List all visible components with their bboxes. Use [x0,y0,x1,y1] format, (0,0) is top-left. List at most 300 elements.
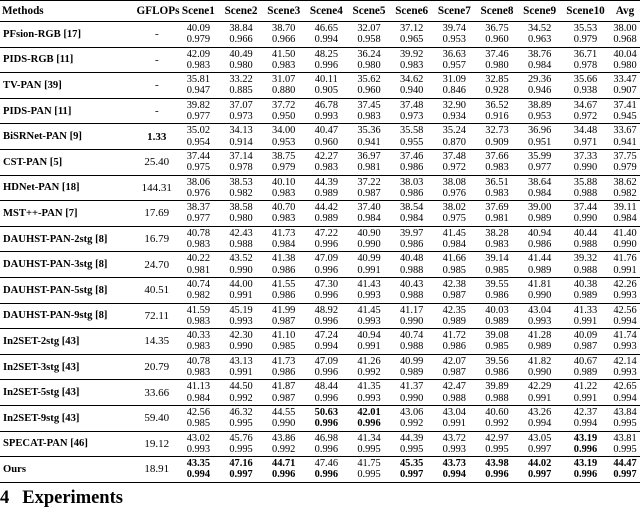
metric-cell [390,354,433,380]
ssim-value: 0.993 [527,315,552,327]
psnr-value: 44.39 [399,432,424,444]
metric-cell [220,47,263,73]
metric-cell [518,226,561,252]
psnr-value: 42.43 [229,227,253,239]
gflops-cell: 25.40 [137,149,178,175]
metric-cell [390,405,433,431]
ssim-value: 0.996 [314,264,339,276]
ssim-value: 0.988 [442,392,467,404]
psnr-value: 47.09 [314,253,339,265]
gflops-cell: 20.79 [137,354,178,380]
metric-cell [177,73,220,99]
psnr-value: 36.97 [357,151,381,163]
psnr-value: 37.40 [357,202,381,214]
metric-cell [262,252,305,278]
metric-cell [262,201,305,227]
ssim-value: 0.905 [314,85,339,97]
metric-cell [518,405,561,431]
psnr-value: 44.71 [272,458,296,470]
ssim-value: 0.907 [613,85,637,97]
metric-cell [220,252,263,278]
metric-cell [561,354,610,380]
ssim-value: 0.979 [272,162,296,174]
psnr-value: 41.73 [272,227,296,239]
table-row [0,431,640,457]
ssim-value: 0.976 [186,187,211,199]
metric-cell [262,175,305,201]
metric-cell [476,175,519,201]
ssim-value: 0.940 [399,85,424,97]
ssim-value: 0.983 [357,111,381,123]
psnr-value: 42.27 [314,151,339,163]
metric-cell [305,226,348,252]
column-header: Scene10 [561,1,610,22]
metric-cell [518,457,561,483]
psnr-value: 42.30 [229,330,253,342]
metric-cell [348,22,391,48]
metric-cell [561,277,610,303]
ssim-value: 0.988 [399,341,424,353]
metric-cell [610,98,640,124]
ssim-value: 0.987 [357,187,381,199]
metric-cell [433,457,476,483]
ssim-value: 0.870 [442,136,467,148]
ssim-value: 0.993 [613,341,637,353]
psnr-value: 34.00 [272,125,296,137]
ssim-value: 0.995 [613,418,637,430]
psnr-value: 43.98 [485,458,509,470]
ssim-value: 0.993 [357,290,381,302]
ssim-value: 0.996 [314,392,339,404]
ssim-value: 0.981 [357,162,381,174]
psnr-value: 40.70 [272,202,296,214]
ssim-value: 0.996 [485,469,509,481]
ssim-value: 0.991 [229,290,253,302]
ssim-value: 0.978 [573,59,598,71]
ssim-value: 0.993 [314,111,339,123]
metric-cell [220,329,263,355]
table-row [0,124,640,150]
psnr-value: 41.99 [272,304,296,316]
ssim-value: 0.985 [485,264,509,276]
ssim-value: 0.975 [186,162,211,174]
ssim-value: 0.996 [314,315,339,327]
ssim-value: 0.979 [573,34,598,46]
ssim-value: 0.945 [613,111,637,123]
psnr-value: 41.10 [272,330,296,342]
metric-cell [433,380,476,406]
psnr-value: 41.74 [613,330,637,342]
metric-cell [561,201,610,227]
metric-cell [305,252,348,278]
ssim-value: 0.993 [357,392,381,404]
gflops-cell: 59.40 [137,405,178,431]
table-row [0,73,640,99]
metric-cell [305,201,348,227]
ssim-value: 0.990 [229,341,253,353]
metric-cell [262,98,305,124]
method-cell: DAUHST-PAN-3stg [8] [0,252,137,278]
ssim-value: 0.975 [442,213,467,225]
psnr-value: 45.35 [399,458,424,470]
table-row [0,277,640,303]
ssim-value: 0.960 [314,136,339,148]
ssim-value: 0.996 [357,418,381,430]
gflops-cell: 16.79 [137,226,178,252]
psnr-value: 37.46 [399,151,424,163]
ssim-value: 0.986 [272,367,296,379]
ssim-value: 0.990 [399,315,424,327]
psnr-value: 42.09 [186,48,211,60]
psnr-value: 39.92 [399,48,424,60]
ssim-value: 0.973 [399,111,424,123]
metric-cell [610,47,640,73]
metric-cell [518,431,561,457]
metric-cell [177,226,220,252]
method-cell: BiSRNet-PAN [9] [0,124,137,150]
ssim-value: 0.988 [229,239,253,251]
metric-cell [262,354,305,380]
psnr-value: 43.02 [186,432,211,444]
metric-cell [476,405,519,431]
psnr-value: 37.48 [399,99,424,111]
ssim-value: 0.983 [485,239,509,251]
gflops-cell: 1.33 [137,124,178,150]
ssim-value: 0.992 [485,418,509,430]
psnr-value: 41.38 [272,253,296,265]
psnr-value: 46.32 [229,407,253,418]
metric-cell [305,175,348,201]
psnr-value: 37.14 [229,151,253,163]
psnr-value: 42.65 [613,381,637,393]
ssim-value: 0.992 [272,443,296,455]
psnr-value: 34.48 [573,125,598,137]
metric-cell [518,47,561,73]
metric-cell [433,47,476,73]
psnr-value: 43.04 [527,304,552,316]
ssim-value: 0.946 [527,85,552,97]
psnr-value: 47.46 [314,458,339,470]
metric-cell [177,201,220,227]
gflops-cell: 33.66 [137,380,178,406]
psnr-value: 41.13 [186,381,211,393]
metric-cell [220,73,263,99]
psnr-value: 40.94 [527,227,552,239]
metric-cell [305,277,348,303]
psnr-value: 48.92 [314,304,339,316]
psnr-value: 36.24 [357,48,381,60]
psnr-value: 41.43 [357,279,381,291]
psnr-value: 41.59 [186,304,211,316]
psnr-value: 38.08 [442,176,467,188]
psnr-value: 34.13 [229,125,253,137]
metric-cell [433,329,476,355]
psnr-value: 41.35 [357,381,381,393]
metric-cell [220,277,263,303]
psnr-value: 41.82 [527,355,552,367]
psnr-value: 40.22 [186,253,211,265]
psnr-value: 37.72 [272,99,296,111]
metric-cell [476,22,519,48]
psnr-value: 39.08 [485,330,509,342]
ssim-value: 0.979 [186,34,211,46]
ssim-value: 0.995 [357,469,381,481]
psnr-value: 42.37 [573,407,598,418]
ssim-value: 0.971 [573,136,598,148]
metric-cell [305,431,348,457]
psnr-value: 31.09 [442,74,467,86]
metric-cell [561,226,610,252]
psnr-value: 39.89 [485,381,509,393]
metric-cell [390,277,433,303]
metric-cell [305,303,348,329]
gflops-cell: - [137,73,178,99]
psnr-value: 38.00 [613,23,637,35]
metric-cell [177,457,220,483]
metric-cell [305,124,348,150]
table-row [0,175,640,201]
psnr-value: 41.45 [357,304,381,316]
metric-cell [262,73,305,99]
ssim-value: 0.960 [485,34,509,46]
psnr-value: 43.35 [186,458,211,470]
psnr-value: 43.04 [442,407,467,418]
psnr-value: 42.29 [527,381,552,393]
psnr-value: 45.76 [229,432,253,444]
metric-cell [177,124,220,150]
metric-cell [348,98,391,124]
table-row [0,47,640,73]
ssim-value: 0.991 [229,367,253,379]
ssim-value: 0.991 [573,392,598,404]
ssim-value: 0.909 [485,136,509,148]
psnr-value: 40.33 [186,330,211,342]
metric-cell [518,252,561,278]
psnr-value: 40.47 [314,125,339,137]
ssim-value: 0.978 [229,162,253,174]
ssim-value: 0.986 [399,162,424,174]
column-header: Scene4 [305,1,348,22]
gflops-cell: - [137,98,178,124]
psnr-value: 40.38 [573,279,598,291]
ssim-value: 0.983 [314,162,339,174]
metric-cell [518,303,561,329]
ssim-value: 0.994 [314,341,339,353]
psnr-value: 46.65 [314,23,339,35]
ssim-value: 0.990 [527,367,552,379]
psnr-value: 40.74 [399,330,424,342]
ssim-value: 0.988 [573,187,598,199]
psnr-value: 38.03 [399,176,424,188]
ssim-value: 0.987 [272,315,296,327]
ssim-value: 0.984 [442,239,467,251]
metric-cell [177,329,220,355]
ssim-value: 0.990 [613,239,637,251]
metric-cell [177,277,220,303]
ssim-value: 0.989 [485,315,509,327]
metric-cell [390,226,433,252]
psnr-value: 36.63 [442,48,467,60]
method-cell: In2SET-3stg [43] [0,354,137,380]
metric-cell [518,380,561,406]
psnr-value: 39.74 [442,23,467,35]
ssim-value: 0.972 [573,111,598,123]
ssim-value: 0.990 [573,213,598,225]
psnr-value: 40.60 [485,407,509,418]
psnr-value: 41.40 [613,227,637,239]
ssim-value: 0.985 [186,418,211,430]
metric-cell [305,405,348,431]
table-row [0,329,640,355]
table-header-row [0,1,640,22]
ssim-value: 0.980 [357,59,381,71]
ssim-value: 0.990 [573,162,598,174]
ssim-value: 0.983 [272,59,296,71]
psnr-value: 38.54 [399,202,424,214]
metric-cell [610,73,640,99]
psnr-value: 44.02 [527,458,552,470]
column-header: Avg [610,1,640,22]
column-header: Scene2 [220,1,263,22]
column-header: GFLOPs [137,1,178,22]
ssim-value: 0.958 [357,34,381,46]
metric-cell [561,457,610,483]
psnr-value: 43.73 [442,458,467,470]
psnr-value: 36.71 [573,48,598,60]
metric-cell [348,277,391,303]
method-cell: Ours [0,457,137,483]
ssim-value: 0.990 [229,264,253,276]
psnr-value: 45.19 [229,304,253,316]
psnr-value: 37.66 [485,151,509,163]
metric-cell [610,149,640,175]
ssim-value: 0.987 [442,290,467,302]
ssim-value: 0.991 [442,418,467,430]
metric-cell [262,226,305,252]
ssim-value: 0.995 [229,443,253,455]
metric-cell [433,98,476,124]
ssim-value: 0.954 [186,136,211,148]
metric-cell [610,457,640,483]
ssim-value: 0.980 [229,59,253,71]
psnr-value: 42.14 [613,355,637,367]
psnr-value: 42.97 [485,432,509,444]
metric-cell [390,380,433,406]
psnr-value: 34.62 [399,74,424,86]
metric-cell [518,22,561,48]
psnr-value: 43.05 [527,432,552,444]
psnr-value: 32.90 [442,99,467,111]
metric-cell [262,47,305,73]
psnr-value: 35.53 [573,23,598,35]
metric-cell [561,98,610,124]
metric-cell [561,329,610,355]
ssim-value: 0.994 [527,418,552,430]
method-cell: TV-PAN [39] [0,73,137,99]
ssim-value: 0.985 [485,341,509,353]
ssim-value: 0.990 [399,392,424,404]
column-header: Methods [0,1,137,22]
metric-cell [220,149,263,175]
metric-cell [305,73,348,99]
metric-cell [561,303,610,329]
metric-cell [177,303,220,329]
psnr-value: 37.33 [573,151,598,163]
metric-cell [305,98,348,124]
ssim-value: 0.989 [314,213,339,225]
ssim-value: 0.989 [527,213,552,225]
psnr-value: 33.22 [229,74,253,86]
psnr-value: 40.10 [272,176,296,188]
column-header: Scene6 [390,1,433,22]
psnr-value: 40.48 [399,253,424,265]
metric-cell [476,201,519,227]
metric-cell [476,226,519,252]
metric-cell [561,431,610,457]
metric-cell [433,303,476,329]
method-cell: In2SET-2stg [43] [0,329,137,355]
ssim-value: 0.991 [357,264,381,276]
method-cell: In2SET-9stg [43] [0,405,137,431]
ssim-value: 0.980 [485,59,509,71]
ssim-value: 0.986 [527,239,552,251]
metric-cell [262,405,305,431]
ssim-value: 0.885 [229,85,253,97]
psnr-value: 35.24 [442,125,467,137]
table-row [0,380,640,406]
ssim-value: 0.996 [573,443,598,455]
psnr-value: 44.55 [272,407,296,418]
metric-cell [348,303,391,329]
psnr-value: 40.78 [186,355,211,367]
method-cell: In2SET-5stg [43] [0,380,137,406]
metric-cell [390,22,433,48]
ssim-value: 0.976 [442,187,467,199]
metric-cell [610,201,640,227]
method-cell: PFsion-RGB [17] [0,22,137,48]
metric-cell [518,201,561,227]
psnr-value: 41.26 [357,355,381,367]
ssim-value: 0.982 [229,187,253,199]
metric-cell [348,149,391,175]
column-header: Scene1 [177,1,220,22]
psnr-value: 44.00 [229,279,253,291]
psnr-value: 46.98 [314,432,339,444]
metric-cell [220,380,263,406]
metric-cell [177,405,220,431]
metric-cell [476,354,519,380]
psnr-value: 41.22 [573,381,598,393]
ssim-value: 0.995 [229,418,253,430]
ssim-value: 0.983 [485,162,509,174]
ssim-value: 0.997 [613,469,637,481]
column-header: Scene8 [476,1,519,22]
method-cell: PIDS-RGB [11] [0,47,137,73]
psnr-value: 34.67 [573,99,598,111]
psnr-value: 35.81 [186,74,211,86]
ssim-value: 0.984 [399,213,424,225]
ssim-value: 0.997 [527,469,552,481]
metric-cell [561,175,610,201]
metric-cell [476,73,519,99]
ssim-value: 0.986 [442,341,467,353]
metric-cell [561,47,610,73]
ssim-value: 0.992 [357,367,381,379]
psnr-value: 34.52 [527,23,552,35]
psnr-value: 40.43 [399,279,424,291]
metric-cell [177,380,220,406]
ssim-value: 0.986 [485,367,509,379]
